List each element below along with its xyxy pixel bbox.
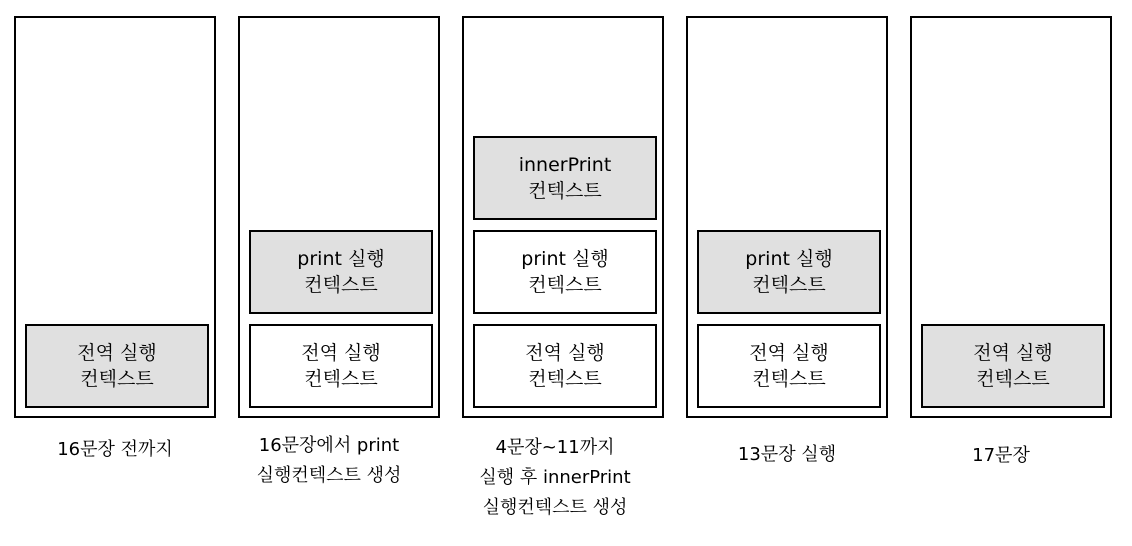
print-execution-context [697,230,881,314]
call-stack-2 [238,16,440,418]
print-execution-context [473,230,657,314]
caption-line: 16문장 전까지 [57,439,173,460]
global-execution-context [921,324,1105,408]
stack-caption-2 [219,431,439,491]
global-execution-context [25,324,209,408]
global-execution-context [697,324,881,408]
caption-line: 17문장 [972,445,1030,466]
context-label-line1: 전역 실행 [973,342,1053,364]
context-label-line1: innerPrint [518,154,612,176]
caption-line: 4문장~11까지 [495,437,615,458]
stack-caption-5 [891,441,1111,471]
print-execution-context [249,230,433,314]
caption-line: 16문장에서 print [258,435,400,456]
global-execution-context [249,324,433,408]
caption-line: 13문장 실행 [737,444,837,465]
context-label-line1: 전역 실행 [749,342,829,364]
context-label-line2: 컨텍스트 [528,274,602,296]
stack-caption-3 [445,433,665,523]
context-label-line1: print 실행 [745,248,833,270]
context-label-line2: 컨텍스트 [528,180,602,202]
context-label-line1: 전역 실행 [301,342,381,364]
stack-caption-4 [677,440,897,470]
call-stack-3 [462,16,664,418]
caption-line: 실행컨텍스트 생성 [256,465,402,486]
context-label-line1: 전역 실행 [77,342,157,364]
global-execution-context [473,324,657,408]
call-stack-1 [14,16,216,418]
context-label-line2: 컨텍스트 [752,368,826,390]
innerprint-execution-context [473,136,657,220]
context-label-line2: 컨텍스트 [304,368,378,390]
context-label-line2: 컨텍스트 [80,368,154,390]
stack-caption-1 [5,435,225,465]
call-stack-5 [910,16,1112,418]
context-label-line1: print 실행 [521,248,609,270]
context-label-line2: 컨텍스트 [752,274,826,296]
context-label-line2: 컨텍스트 [304,274,378,296]
caption-line: 실행컨텍스트 생성 [482,497,628,518]
context-label-line2: 컨텍스트 [528,368,602,390]
context-label-line2: 컨텍스트 [976,368,1050,390]
caption-line: 실행 후 innerPrint [479,467,631,488]
call-stack-4 [686,16,888,418]
context-label-line1: 전역 실행 [525,342,605,364]
context-label-line1: print 실행 [297,248,385,270]
